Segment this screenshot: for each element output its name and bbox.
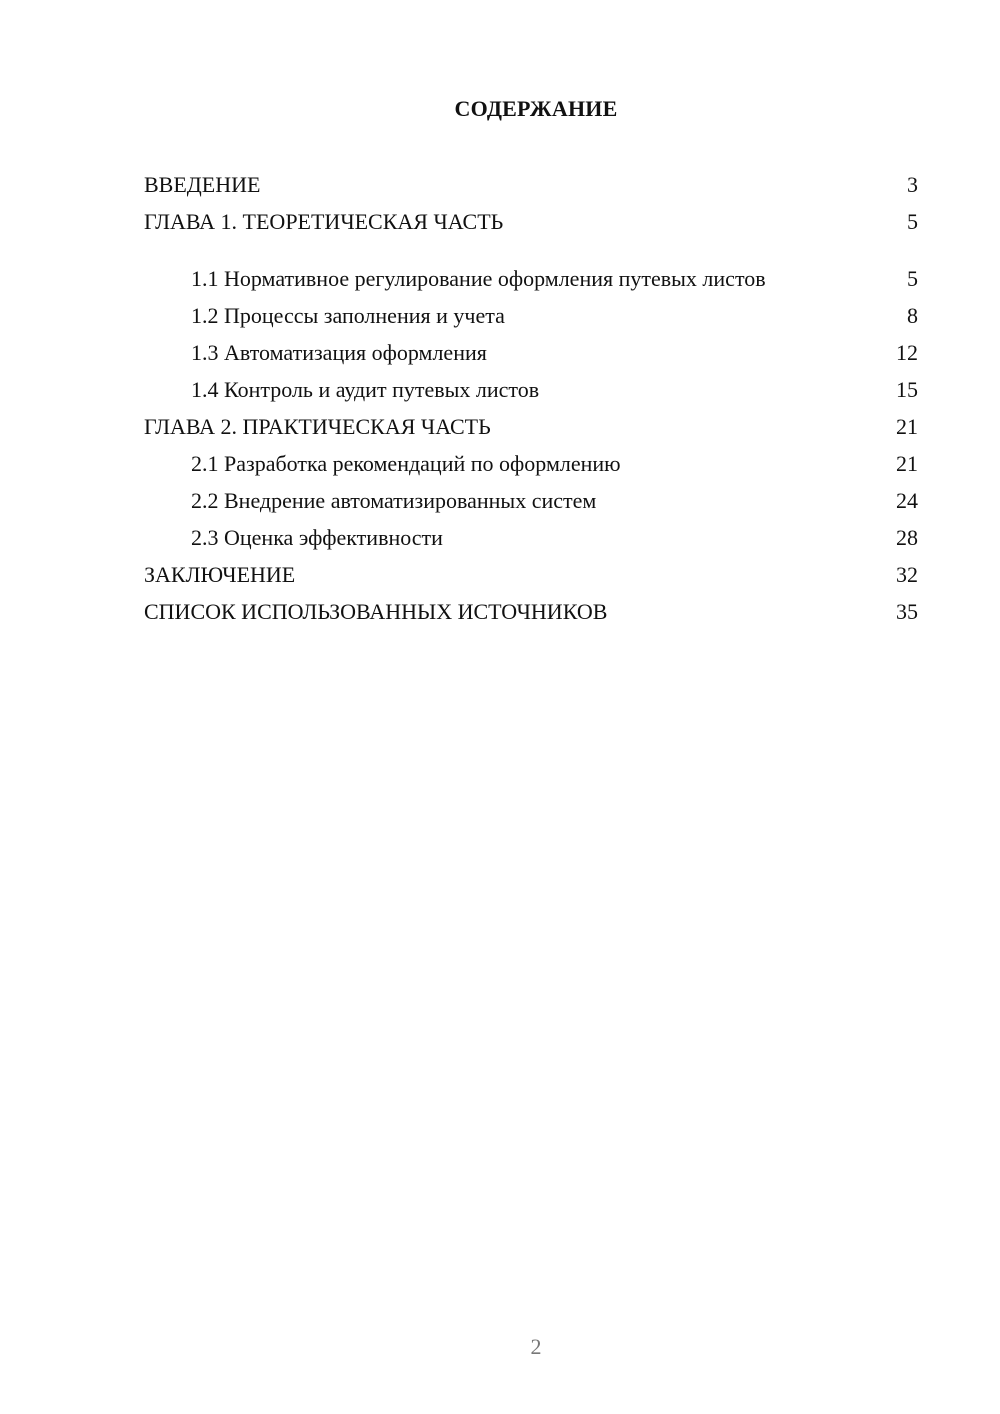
toc-item-section-1-4[interactable] [144,372,918,409]
toc-item-page: 24 [896,488,918,513]
toc-item-chapter-2[interactable] [144,409,918,446]
toc-item-introduction[interactable] [144,167,918,204]
toc-item-section-2-2[interactable] [144,483,918,520]
toc-item-conclusion[interactable] [144,557,918,594]
toc-item-page: 5 [907,209,918,234]
toc-item-page: 28 [896,525,918,550]
toc-item-page: 35 [896,599,918,624]
toc-item-page: 21 [896,414,918,439]
toc-item-chapter-1[interactable] [144,204,918,241]
toc-item-section-2-3[interactable] [144,520,918,557]
page-number: 2 [530,1334,542,1359]
toc-item-page: 12 [896,340,918,365]
toc-item-label: 1.4 Контроль и аудит путевых листов [191,377,540,402]
toc-item-references[interactable] [144,594,918,631]
toc-item-section-1-1[interactable] [144,241,918,298]
toc-item-label: ГЛАВА 1. ТЕОРЕТИЧЕСКАЯ ЧАСТЬ [144,209,504,234]
toc-item-page: 15 [896,377,918,402]
toc-item-label: СПИСОК ИСПОЛЬЗОВАННЫХ ИСТОЧНИКОВ [144,599,608,624]
toc-item-label: ГЛАВА 2. ПРАКТИЧЕСКАЯ ЧАСТЬ [144,414,491,439]
toc-item-page: 3 [907,172,918,197]
toc-item-page: 21 [896,451,918,476]
toc-item-label: 1.3 Автоматизация оформления [191,340,487,365]
toc-item-page: 5 [907,266,918,291]
toc-item-section-1-3[interactable] [144,335,918,372]
page-title: СОДЕРЖАНИЕ [454,96,618,121]
toc-item-label: 2.2 Внедрение автоматизированных систем [191,488,597,513]
toc-item-label: 1.1 Нормативное регулирование оформления путевых листов [191,266,766,291]
toc-item-label: ВВЕДЕНИЕ [144,172,261,197]
table-of-contents [144,167,918,631]
toc-item-label: 2.3 Оценка эффективности [191,525,443,550]
toc-item-section-1-2[interactable] [144,298,918,335]
toc-item-page: 8 [907,303,918,328]
toc-item-page: 32 [896,562,918,587]
toc-item-label: 1.2 Процессы заполнения и учета [191,303,505,328]
toc-item-label: ЗАКЛЮЧЕНИЕ [144,562,296,587]
toc-item-section-2-1[interactable] [144,446,918,483]
toc-item-label: 2.1 Разработка рекомендаций по оформлению [191,451,621,476]
